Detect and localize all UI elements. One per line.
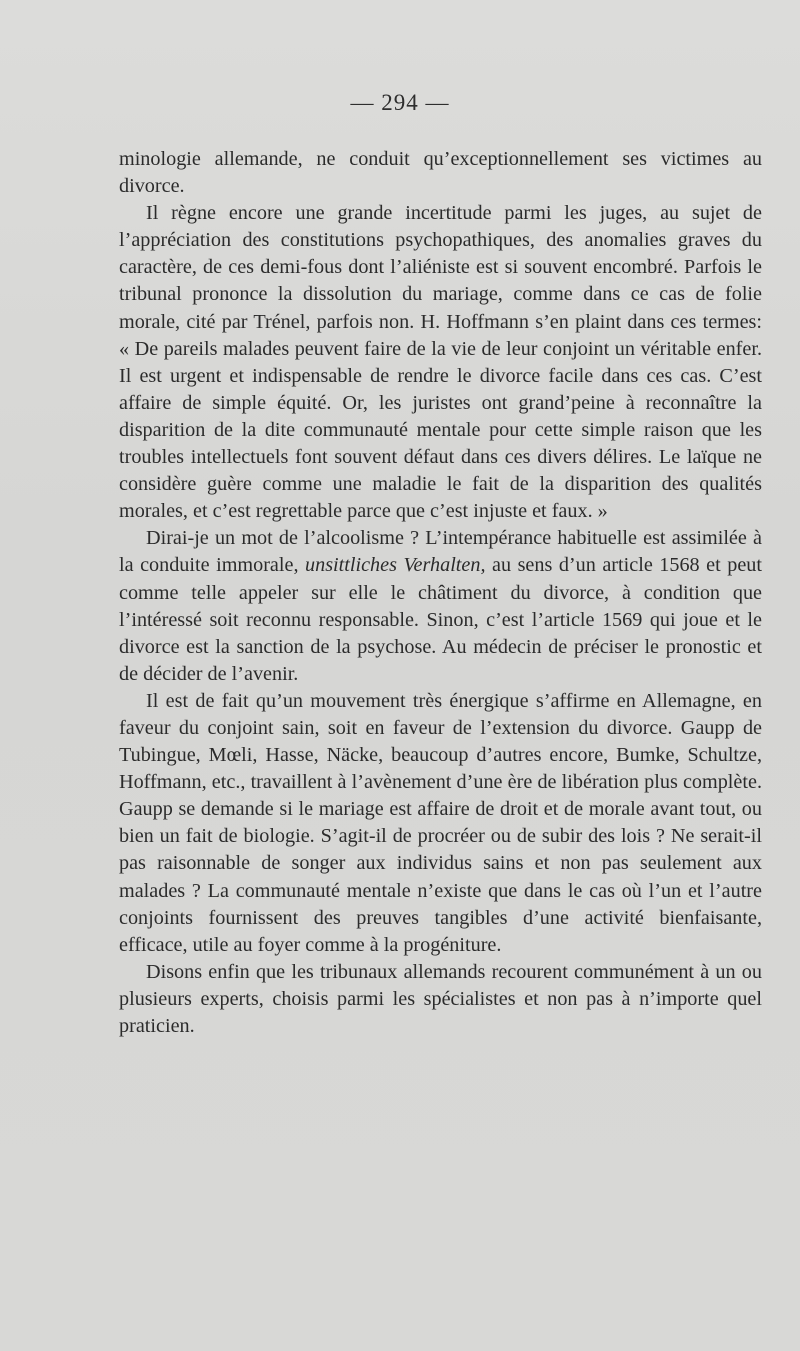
text-segment: au sens d’un article 1568 et peut comme telle appeler sur elle le châtiment du divorce, à condition que l’intéressé soit reconnu responsable. Sinon, c’est l’article 1569 qui joue et le divorce est la sanction de la psychose. Au médecin de préciser le pronostic et de décider de l’avenir. bbox=[119, 554, 762, 685]
paragraph-5 bbox=[119, 959, 762, 1040]
text-segment: Il est de fait qu’un mouvement très énergique s’affirme en Allemagne, en faveur du conjoint sain, soit en faveur de l’extension du divorce. Gaupp de Tubingue, Mœli, Hasse, Näcke, beaucoup d’autres encore, Bumke, Schultze, Hoffmann, etc., travaillent à l’avènement d’une ère de libération plus complète. Gaupp se demande si le mariage est affaire de droit et de morale avant tout, ou bien un fait de biologie. S’agit-il de procréer ou de subir des lois ? Ne serait-il pas raisonnable de songer aux individus sains et non pas seulement aux malades ? La communauté mentale n’existe que dans le cas où l’un et l’autre conjoints fournissent des preuves tangibles d’une activité bienfaisante, efficace, utile au foyer comme à la progéniture. bbox=[119, 689, 762, 956]
text-segment: Disons enfin que les tribunaux allemands recourent communément à un ou plusieurs experts, choisis parmi les spécialistes et non pas à n’importe quel praticien. bbox=[119, 960, 762, 1037]
paragraph-2 bbox=[119, 200, 762, 525]
text-segment: Dirai-je un mot de l’alcoolisme ? L’intempérance habituelle est assimilée à la conduite immorale, bbox=[119, 527, 762, 577]
paragraph-4 bbox=[119, 688, 762, 959]
page-number: — 294 — bbox=[350, 90, 450, 115]
body-text bbox=[119, 146, 762, 1040]
text-segment: Il règne encore une grande incertitude parmi les juges, au sujet de l’appréciation des constitutions psychopathiques, des anomalies graves du caractère, de ces demi-fous dont l’aliéniste est si souvent encombré. Parfois le tribunal prononce la dissolution du mariage, comme dans ce cas de folie morale, cité par Trénel, parfois non. H. Hoffmann s’en plaint dans ces termes: « De pareils malades peuvent faire de la vie de leur conjoint un véritable enfer. Il est urgent et indispensable de rendre le divorce facile dans ces cas. C’est affaire de simple équité. Or, les juristes ont grand’peine à reconnaître la disparition de la dite communauté mentale pour cette simple raison que les troubles intellectuels font souvent défaut dans ces divers délires. Le laïque ne considère guère comme une maladie le fait de la disparition des qualités morales, et c’est regrettable parce que c’est injuste et faux. » bbox=[119, 202, 762, 523]
italic-term: unsittliches Verhalten, bbox=[305, 554, 486, 577]
paragraph-3 bbox=[119, 525, 762, 688]
text-segment: minologie allemande, ne conduit qu’exceptionnellement ses victimes au divorce. bbox=[119, 148, 762, 198]
paragraph-1 bbox=[119, 146, 762, 200]
